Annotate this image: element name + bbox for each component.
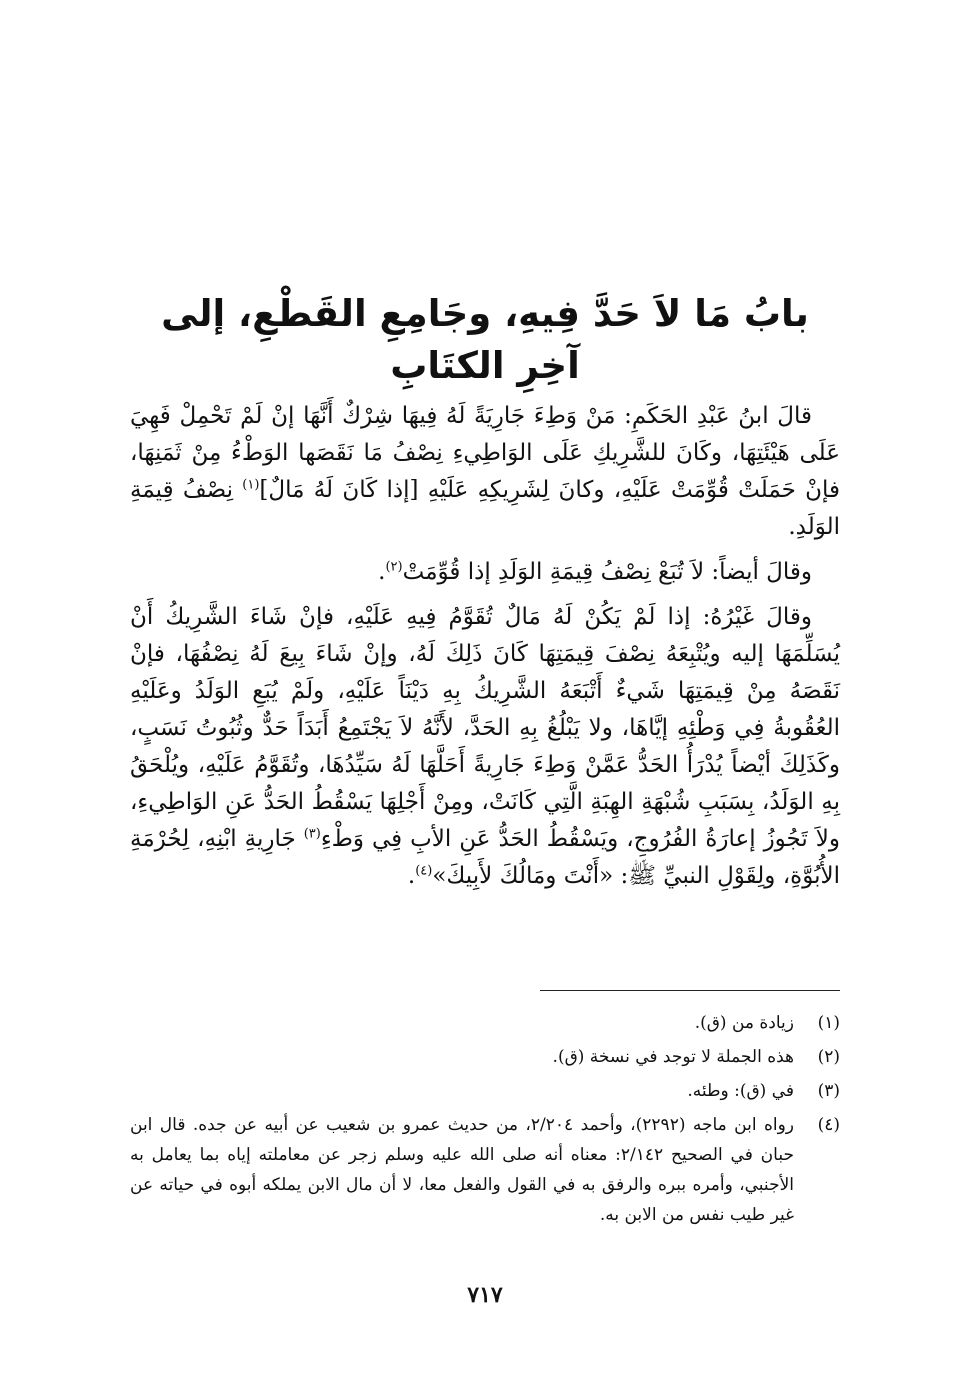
footnote-reference[interactable]: (٤) bbox=[415, 863, 433, 879]
paragraph-text: . bbox=[407, 863, 416, 889]
book-page bbox=[130, 0, 840, 1387]
paragraph-text: جَارِيةِ ابْنِهِ، لِحُرْمَةِ الأُبُوَّةِ، ولِقَوْلِ النبيِّ ﷺ: «أَنْتَ ومَالُكَ لأَبِيكَ» bbox=[130, 826, 840, 889]
paragraph-1 bbox=[130, 398, 840, 546]
paragraph-2 bbox=[130, 554, 840, 591]
chapter-title: بابُ مَا لاَ حَدَّ فِيهِ، وجَامِعِ القَطْعِ، إلى آخِرِ الكتَابِ bbox=[161, 292, 809, 387]
paragraph-text: نِصْفُ قِيمَةِ الوَلَدِ. bbox=[130, 477, 840, 540]
footnote-reference[interactable]: (٢) bbox=[385, 559, 403, 575]
main-text bbox=[130, 398, 840, 901]
footnote-item bbox=[130, 1042, 840, 1072]
footnote-number: (٢) bbox=[817, 1047, 840, 1067]
paragraph-text: . bbox=[378, 559, 386, 585]
footnote-number: (٣) bbox=[817, 1081, 840, 1101]
paragraph-text: قالَ ابنُ عَبْدِ الحَكَمِ: مَنْ وَطِءَ جَارِيَةً لَهُ فِيهَا شِرْكٌ أَنَّهَا إنْ لَمْ تَحْمِلْ فَهِيَ عَلَى هَيْئَتِهَا، وكَانَ للشَّرِيكِ عَلَى الوَاطِيءِ نِصْفُ مَا نَقَصَها الوَطْءُ مِنْ ثَمَنِهَا، فإنْ حَمَلَتْ قُوِّمَتْ عَلَيْهِ، وكانَ لِشَرِيكِهِ عَلَيْهِ [إذا كَانَ لَهُ مَالٌ] bbox=[130, 403, 840, 503]
footnote-reference[interactable]: (١) bbox=[242, 477, 260, 493]
footnote-reference[interactable]: (٣) bbox=[303, 826, 321, 842]
footnote-item bbox=[130, 1076, 840, 1106]
footnote-divider bbox=[540, 990, 840, 991]
footnote-text: في (ق): وطئه. bbox=[687, 1081, 794, 1101]
paragraph-text: وقالَ أيضاً: لاَ تُبَعْ نِصْفُ قِيمَةِ الوَلَدِ إذا قُوِّمَتْ bbox=[402, 559, 812, 585]
footnote-item bbox=[130, 1110, 840, 1230]
paragraph-text: وقالَ غَيْرُهُ: إذا لَمْ يَكُنْ لَهُ مَالٌ تُقَوَّمُ فِيهِ عَلَيْهِ، فإنْ شَاءَ الشَّرِيكُ أَنْ يُسَلِّمَهَا إليه ويُتْبِعَهُ نِصْفَ قِيمَتِهَا كَانَ ذَلِكَ لَهُ، وإنْ شَاءَ بِيعَ لَهُ نِصْفُهَا، فإنْ نَقَصَهُ مِنْ قِيمَتِهَا شَيءٌ أَتْبَعَهُ الشَّرِيكُ بِهِ دَيْنَاً عَلَيْهِ، ولَمْ يُبَعِ الوَلَدُ وعَلَيْهِ العُقُوبةُ فِي وَطْئِهِ إيَّاهَا، ولا يَبْلُغُ بِهِ الحَدَّ، لأَنَّهُ لاَ يَجْتَمِعُ أَبَدَاً حَدٌّ وثُبُوتُ نَسَبٍ، وكَذَلِكَ أيْضاً يُدْرَأُ الحَدُّ عَمَّنْ وَطِءَ جَارِيةً أَحَلَّهَا لَهُ سَيِّدُهَا، وتُقَوَّمُ عَلَيْهِ، ويُلْحَقُ بِهِ الوَلَدُ، بِسَبَبِ شُبْهَةِ الهِبَةِ الَّتِي كَانَتْ، ومِنْ أَجْلِهَا يَسْقُطُ الحَدُّ عَنِ الوَاطِيءِ، ولاَ تَجُوزُ إعارَةُ الفُرُوجِ، ويَسْقُطُ الحَدُّ عَنِ الأبِ فِي وَطْءِ bbox=[130, 604, 841, 852]
footnote-text: هذه الجملة لا توجد في نسخة (ق). bbox=[552, 1047, 794, 1067]
footnotes bbox=[130, 1008, 840, 1234]
paragraph-3 bbox=[130, 599, 840, 895]
footnote-item bbox=[130, 1008, 840, 1038]
page-number: ٧١٧ bbox=[467, 1282, 503, 1308]
footnote-text: رواه ابن ماجه (٢٢٩٢)، وأحمد ٢/٢٠٤، من حديث عمرو بن شعيب عن أبيه عن جده. قال ابن حبان في الصحيح ٢/١٤٢: معناه أنه صلى الله عليه وسلم زجر عن معاملته إياه بما يعامل به الأجنبي، وأمره ببره والرفق به في القول والفعل معا، لا أن مال الابن يملكه أبوه في حياته عن غير طيب نفس من الابن به. bbox=[130, 1115, 795, 1225]
footnote-number: (١) bbox=[817, 1013, 840, 1033]
footnote-number: (٤) bbox=[817, 1115, 840, 1135]
footnote-text: زيادة من (ق). bbox=[694, 1013, 794, 1033]
